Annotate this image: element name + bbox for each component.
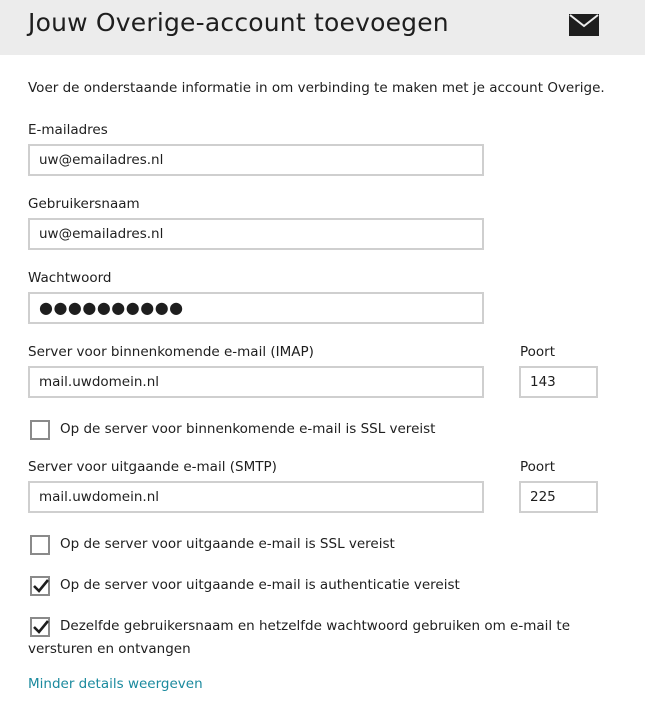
outgoing-server-label: Server voor uitgaande e-mail (SMTP): [28, 459, 277, 475]
email-field[interactable]: uw@emailadres.nl: [28, 144, 484, 176]
less-details-link[interactable]: Minder details weergeven: [28, 676, 203, 692]
outgoing-ssl-row[interactable]: [30, 535, 395, 556]
header-bar: [0, 0, 645, 55]
incoming-port-field[interactable]: 143: [519, 366, 598, 398]
outgoing-ssl-label: Op de server voor uitgaande e-mail is SSL vereist: [60, 536, 395, 552]
outgoing-ssl-checkbox[interactable]: [30, 535, 50, 555]
username-label: Gebruikersnaam: [28, 196, 140, 212]
outgoing-auth-row[interactable]: [30, 576, 460, 597]
username-field[interactable]: uw@emailadres.nl: [28, 218, 484, 250]
incoming-server-field[interactable]: mail.uwdomein.nl: [28, 366, 484, 398]
email-label: E-mailadres: [28, 122, 108, 138]
password-field[interactable]: ●●●●●●●●●●: [28, 292, 484, 324]
incoming-port-label: Poort: [520, 344, 556, 360]
checkmark-icon: [31, 576, 51, 596]
incoming-ssl-row[interactable]: [30, 420, 435, 441]
intro-text: Voer de onderstaande informatie in om verbinding te maken met je account Overige.: [28, 80, 605, 96]
password-label: Wachtwoord: [28, 270, 112, 286]
incoming-ssl-checkbox[interactable]: [30, 420, 50, 440]
mail-icon: [569, 14, 599, 36]
outgoing-auth-label: Op de server voor uitgaande e-mail is authenticatie vereist: [60, 577, 460, 593]
incoming-ssl-label: Op de server voor binnenkomende e-mail is SSL vereist: [60, 421, 436, 437]
outgoing-server-field[interactable]: mail.uwdomein.nl: [28, 481, 484, 513]
incoming-server-label: Server voor binnenkomende e-mail (IMAP): [28, 344, 314, 360]
outgoing-port-label: Poort: [520, 459, 556, 475]
same-credentials-label: Dezelfde gebruikersnaam en hetzelfde wachtwoord gebruiken om e-mail te versturen en ontvangen: [28, 618, 571, 657]
page-title: Jouw Overige-account toevoegen: [28, 8, 449, 37]
outgoing-auth-checkbox[interactable]: [30, 576, 50, 596]
outgoing-port-field[interactable]: 225: [519, 481, 598, 513]
